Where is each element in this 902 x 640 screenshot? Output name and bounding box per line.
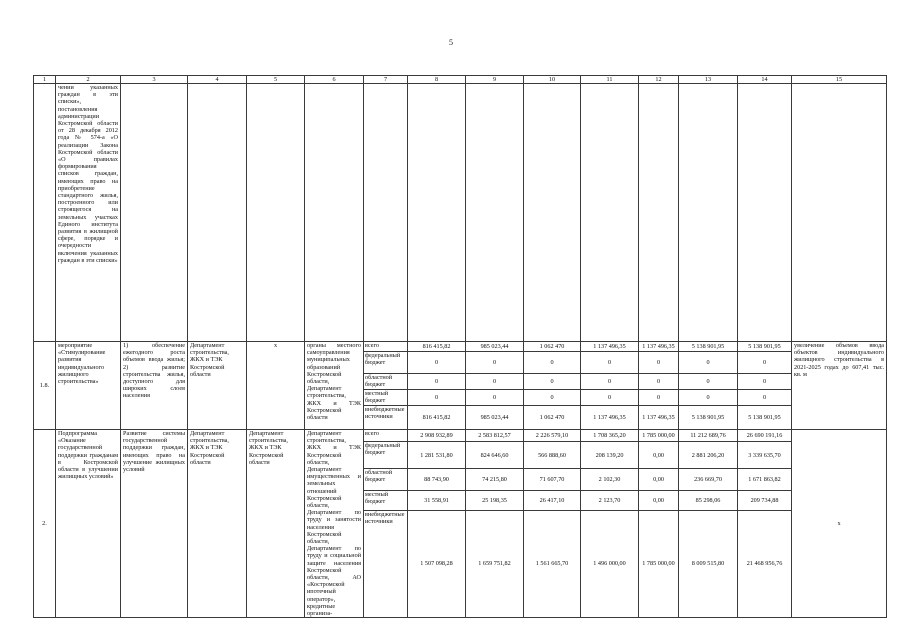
header-cell: 1 bbox=[34, 76, 56, 84]
value-cell: 3 339 635,70 bbox=[738, 442, 792, 469]
value-cell: 88 743,90 bbox=[408, 469, 466, 491]
result-cell: х bbox=[792, 430, 887, 618]
table-row bbox=[34, 430, 887, 442]
value-cell: 11 212 689,76 bbox=[679, 430, 738, 442]
value-cell: 0 bbox=[738, 374, 792, 390]
continuation-row bbox=[34, 84, 887, 342]
header-cell: 10 bbox=[524, 76, 581, 84]
value-cell: 1 785 000,00 bbox=[639, 510, 679, 618]
header-cell: 4 bbox=[188, 76, 247, 84]
header-cell: 12 bbox=[639, 76, 679, 84]
executors-cell: Департамент строительства, ЖКХ и ТЭК Костромской области, Департамент имущественных и земельных отношений Костромской области, Департамент по труду и занятости населения Костромской области, Департамент по труду и социальной защите населения Костромской области, АО «Костромской ипотечный оператор», кредитные организа- bbox=[305, 430, 364, 618]
continuation-text: чении указанных граждан в эти списки», постановления администрации Костромской области от 28 декабря 2012 года № 574-а «О реализации Закона Костромской области «О правилах формирования списков граждан, имеющих право на приобретение стандартного жилья, построенного или строящегося на земельных участках Единого института развития в жилищной сфере, порядке и очередности включения указанных граждан в эти списки» bbox=[56, 84, 121, 342]
value-cell: 0 bbox=[679, 374, 738, 390]
value-cell: 5 138 901,95 bbox=[679, 406, 738, 430]
value-cell: 0 bbox=[639, 352, 679, 374]
value-cell: 0 bbox=[524, 374, 581, 390]
value-cell: 0 bbox=[679, 352, 738, 374]
value-cell: 1 659 751,82 bbox=[466, 510, 524, 618]
header-cell: 5 bbox=[247, 76, 305, 84]
source-label: местный бюджет bbox=[364, 390, 408, 406]
value-cell: 0 bbox=[639, 390, 679, 406]
value-cell: 2 583 812,57 bbox=[466, 430, 524, 442]
value-cell: 0 bbox=[524, 352, 581, 374]
executors-cell: органы местного самоуправления муниципальных образований Костромской области, Департамент строительства, ЖКХ и ТЭК Костромской области bbox=[305, 342, 364, 430]
header-cell: 9 bbox=[466, 76, 524, 84]
header-cell: 3 bbox=[121, 76, 188, 84]
header-row bbox=[34, 76, 887, 84]
value-cell: 1 671 863,82 bbox=[738, 469, 792, 491]
header-cell: 6 bbox=[305, 76, 364, 84]
value-cell: 0 bbox=[738, 352, 792, 374]
measure-goals: 1) обеспечение ежегодного роста объемов ввода жилья; 2) развитие строительства жилья, доступного для широких слоев населения bbox=[121, 342, 188, 430]
row-number: 2. bbox=[34, 430, 56, 618]
value-cell: 2 881 206,20 bbox=[679, 442, 738, 469]
source-label: федеральный бюджет bbox=[364, 442, 408, 469]
value-cell: 2 908 932,89 bbox=[408, 430, 466, 442]
value-cell: 0 bbox=[581, 390, 639, 406]
empty-cell bbox=[188, 84, 247, 342]
header-cell: 15 bbox=[792, 76, 887, 84]
row-number: 1.8. bbox=[34, 342, 56, 430]
value-cell: 824 646,60 bbox=[466, 442, 524, 469]
value-cell: 71 607,70 bbox=[524, 469, 581, 491]
header-cell: 11 bbox=[581, 76, 639, 84]
value-cell: 0 bbox=[408, 374, 466, 390]
value-cell: 1 281 531,80 bbox=[408, 442, 466, 469]
value-cell: 1 137 496,35 bbox=[639, 406, 679, 430]
value-cell: 236 669,70 bbox=[679, 469, 738, 491]
source-label: внебюджетные источники bbox=[364, 510, 408, 618]
value-cell: 0,00 bbox=[639, 442, 679, 469]
value-cell: 2 123,70 bbox=[581, 491, 639, 511]
value-cell: 0 bbox=[466, 374, 524, 390]
value-cell: 0 bbox=[466, 390, 524, 406]
empty-cell bbox=[679, 84, 738, 342]
value-cell: 85 298,06 bbox=[679, 491, 738, 511]
value-cell: 985 023,44 bbox=[466, 342, 524, 352]
source-label: внебюджетные источники bbox=[364, 406, 408, 430]
subprogram-name: Подпрограмма «Оказание государственной поддержки гражданам в Костромской области в улучшении жилищных условий» bbox=[56, 430, 121, 618]
empty-cell bbox=[738, 84, 792, 342]
value-cell: 816 415,82 bbox=[408, 406, 466, 430]
value-cell: 1 561 665,70 bbox=[524, 510, 581, 618]
page-number: 5 bbox=[449, 38, 453, 47]
value-cell: 1 062 470 bbox=[524, 406, 581, 430]
value-cell: 0 bbox=[408, 390, 466, 406]
value-cell: 0 bbox=[466, 352, 524, 374]
source-label: всего bbox=[364, 430, 408, 442]
empty-cell bbox=[792, 84, 887, 342]
value-cell: 2 102,30 bbox=[581, 469, 639, 491]
value-cell: 816 415,82 bbox=[408, 342, 466, 352]
col5-cell: х bbox=[247, 342, 305, 430]
value-cell: 0,00 bbox=[639, 469, 679, 491]
value-cell: 0,00 bbox=[639, 491, 679, 511]
value-cell: 26 417,10 bbox=[524, 491, 581, 511]
program-table bbox=[33, 75, 887, 618]
value-cell: 26 690 191,16 bbox=[738, 430, 792, 442]
header-cell: 13 bbox=[679, 76, 738, 84]
empty-cell bbox=[34, 84, 56, 342]
value-cell: 1 062 470 bbox=[524, 342, 581, 352]
header-cell: 7 bbox=[364, 76, 408, 84]
source-label: всего bbox=[364, 342, 408, 352]
value-cell: 0 bbox=[738, 390, 792, 406]
value-cell: 1 137 496,35 bbox=[639, 342, 679, 352]
value-cell: 1 137 496,35 bbox=[581, 406, 639, 430]
empty-cell bbox=[247, 84, 305, 342]
col5-cell: Департамент строительства, ЖКХ и ТЭК Костромской области bbox=[247, 430, 305, 618]
value-cell: 0 bbox=[639, 374, 679, 390]
value-cell: 1 507 098,28 bbox=[408, 510, 466, 618]
value-cell: 5 138 901,95 bbox=[738, 342, 792, 352]
empty-cell bbox=[408, 84, 466, 342]
value-cell: 25 198,35 bbox=[466, 491, 524, 511]
value-cell: 0 bbox=[524, 390, 581, 406]
value-cell: 5 138 901,95 bbox=[679, 342, 738, 352]
empty-cell bbox=[581, 84, 639, 342]
value-cell: 0 bbox=[408, 352, 466, 374]
value-cell: 1 496 000,00 bbox=[581, 510, 639, 618]
empty-cell bbox=[364, 84, 408, 342]
value-cell: 2 226 579,10 bbox=[524, 430, 581, 442]
value-cell: 209 734,88 bbox=[738, 491, 792, 511]
result-cell: увеличение объемов ввода объектов индивидуального жилищного строительства в 2021-2025 годах до 607,41 тыс. кв. м bbox=[792, 342, 887, 430]
empty-cell bbox=[639, 84, 679, 342]
source-label: федеральный бюджет bbox=[364, 352, 408, 374]
empty-cell bbox=[466, 84, 524, 342]
subprogram-goals: Развитие системы государственной поддержки граждан, имеющих право на улучшение жилищных условий bbox=[121, 430, 188, 618]
value-cell: 0 bbox=[581, 374, 639, 390]
value-cell: 5 138 901,95 bbox=[738, 406, 792, 430]
value-cell: 1 137 496,35 bbox=[581, 342, 639, 352]
value-cell: 74 215,80 bbox=[466, 469, 524, 491]
table-row bbox=[34, 342, 887, 352]
empty-cell bbox=[305, 84, 364, 342]
measure-name: мероприятие «Стимулирование развития индивидуального жилищного строительства» bbox=[56, 342, 121, 430]
value-cell: 0 bbox=[679, 390, 738, 406]
value-cell: 208 139,20 bbox=[581, 442, 639, 469]
value-cell: 21 468 956,76 bbox=[738, 510, 792, 618]
header-cell: 2 bbox=[56, 76, 121, 84]
value-cell: 1 708 365,20 bbox=[581, 430, 639, 442]
value-cell: 566 888,60 bbox=[524, 442, 581, 469]
value-cell: 0 bbox=[581, 352, 639, 374]
source-label: областной бюджет bbox=[364, 374, 408, 390]
value-cell: 8 009 515,80 bbox=[679, 510, 738, 618]
source-label: областной бюджет bbox=[364, 469, 408, 491]
empty-cell bbox=[121, 84, 188, 342]
coordinator-cell: Департамент строительства, ЖКХ и ТЭК Костромской области bbox=[188, 342, 247, 430]
value-cell: 985 023,44 bbox=[466, 406, 524, 430]
empty-cell bbox=[524, 84, 581, 342]
header-cell: 14 bbox=[738, 76, 792, 84]
value-cell: 31 558,91 bbox=[408, 491, 466, 511]
value-cell: 1 785 000,00 bbox=[639, 430, 679, 442]
coordinator-cell: Департамент строительства, ЖКХ и ТЭК Костромской области bbox=[188, 430, 247, 618]
header-cell: 8 bbox=[408, 76, 466, 84]
source-label: местный бюджет bbox=[364, 491, 408, 511]
